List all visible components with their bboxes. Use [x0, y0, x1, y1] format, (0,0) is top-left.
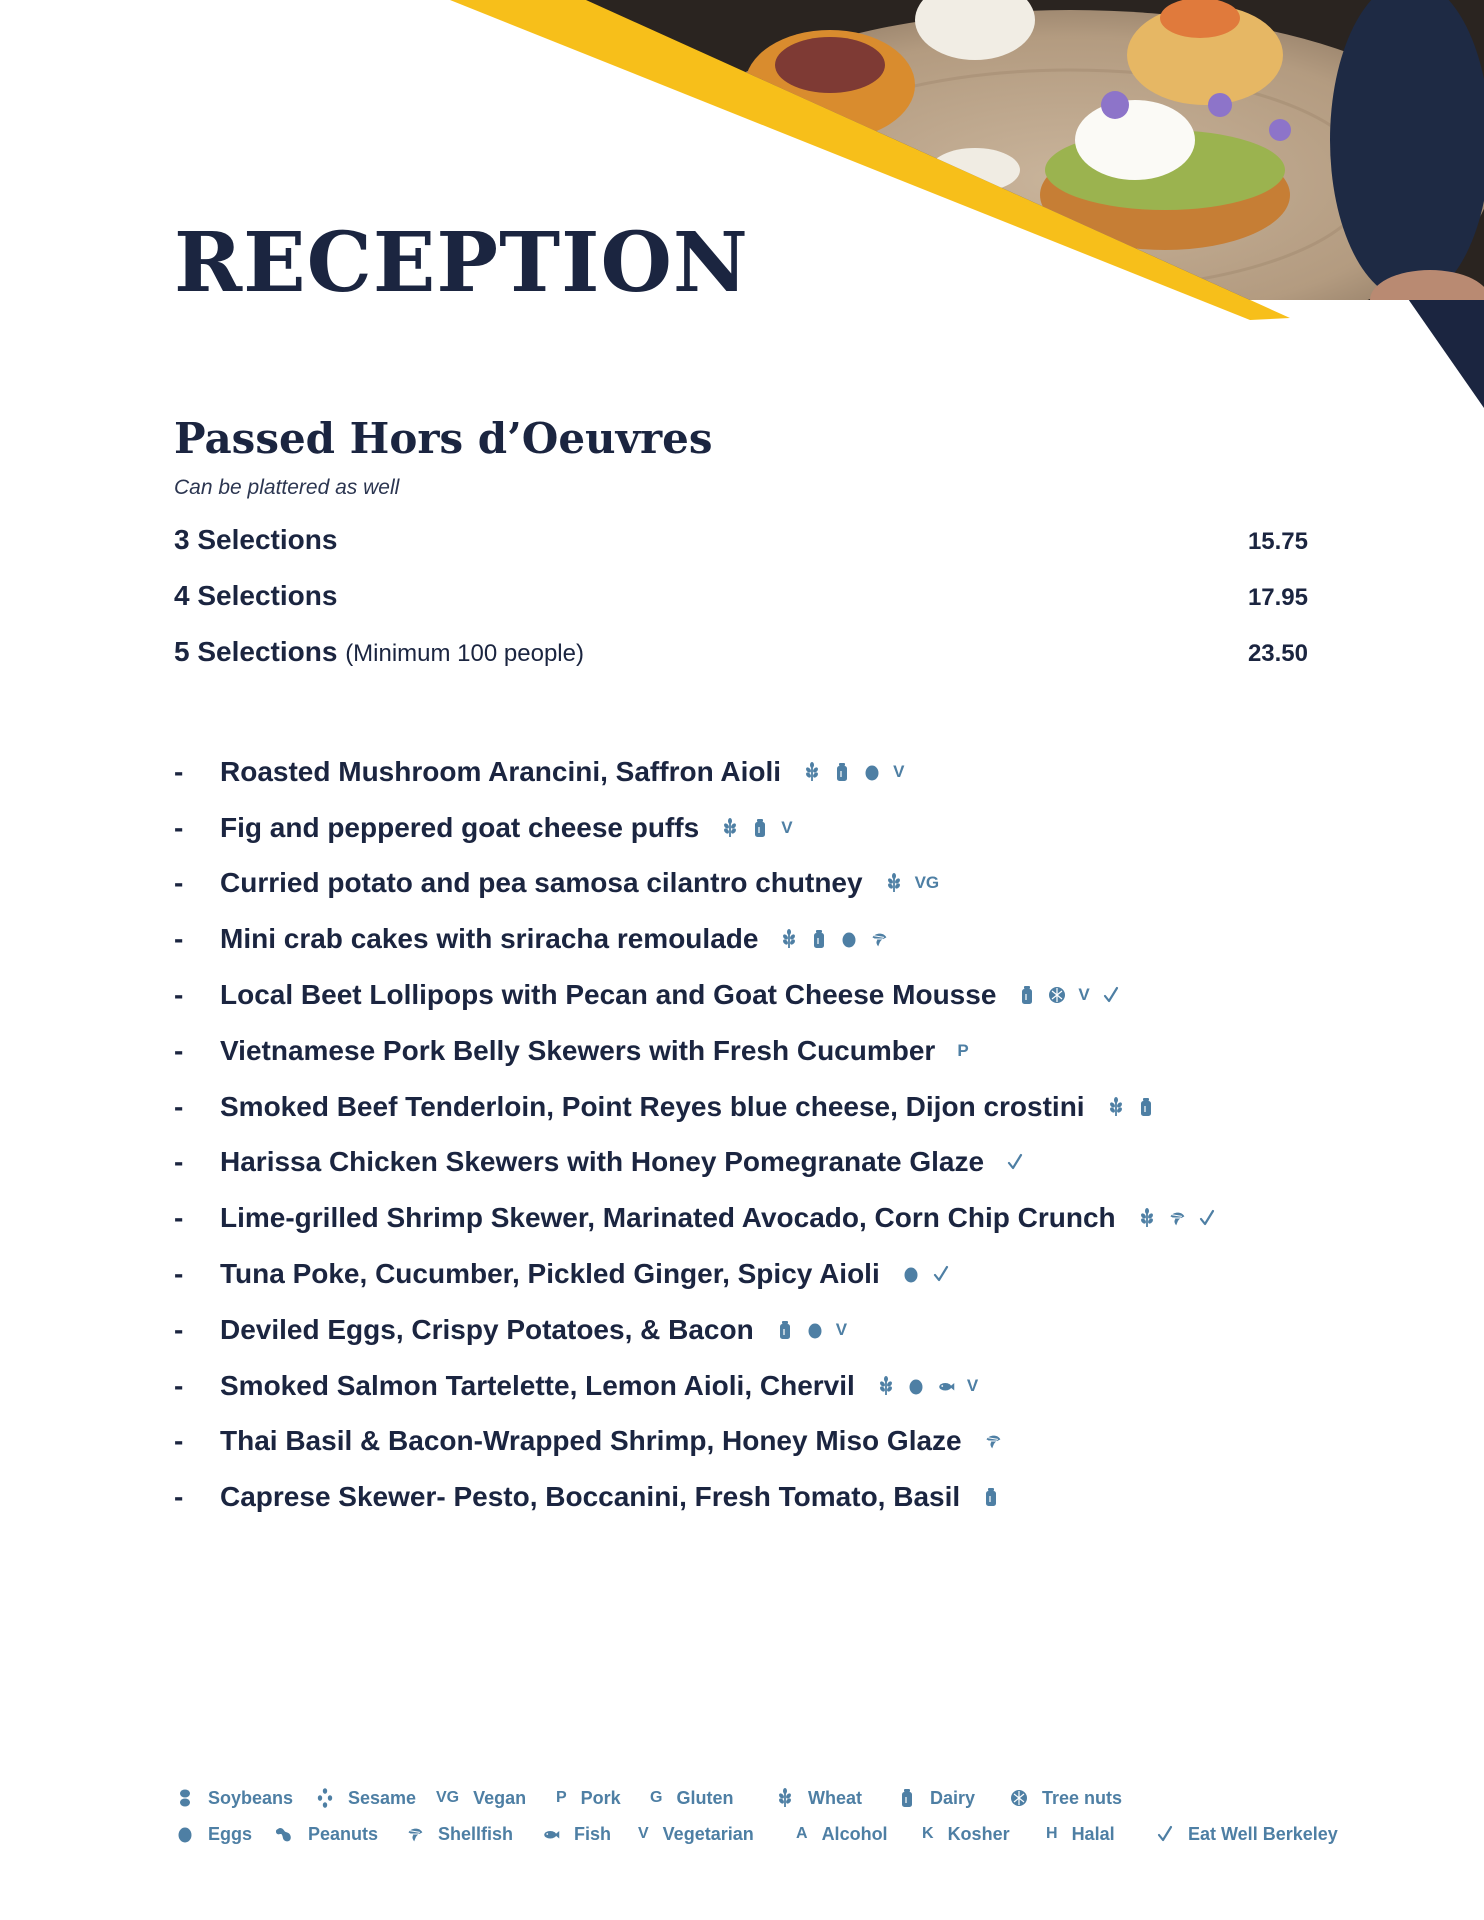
alcohol-icon: A [796, 1825, 808, 1842]
price-row [174, 524, 1308, 564]
dietary-tags [1006, 985, 1119, 1005]
menu-item [174, 1302, 1334, 1358]
wheat-icon [877, 1376, 895, 1396]
selection-price: 23.50 [1247, 640, 1308, 667]
egg-icon [863, 762, 881, 782]
allergen-legend [174, 1780, 1374, 1852]
bullet-dash: - [174, 1034, 184, 1066]
legend-item [1008, 1788, 1122, 1809]
check-icon [1198, 1208, 1216, 1228]
dietary-tags [791, 762, 904, 782]
bullet-dash: - [174, 867, 184, 899]
section-title: Passed Hors d’Oeuvres [174, 414, 713, 463]
menu-item-name: Mini crab cakes with sriracha remoulade [220, 923, 759, 955]
selection-label: 4 Selections [174, 580, 338, 611]
dairy-icon [751, 818, 769, 838]
menu-item [174, 800, 1334, 856]
wheat-icon [780, 929, 798, 949]
shellfish-icon [984, 1431, 1002, 1451]
menu-item-name: Smoked Beef Tenderloin, Point Reyes blue cheese, Dijon crostini [220, 1090, 1085, 1122]
vegetarian-icon: V [966, 1375, 979, 1395]
legend-item [896, 1788, 975, 1809]
menu-item [174, 911, 1334, 967]
legend-label: Peanuts [308, 1823, 379, 1844]
wheat-icon [721, 818, 739, 838]
legend-label: Fish [574, 1823, 612, 1844]
dietary-tags [764, 1320, 847, 1340]
gluten-icon: G [650, 1789, 663, 1806]
menu-item [174, 1469, 1334, 1525]
sesame-icon [314, 1788, 336, 1808]
legend-label: Vegetarian [662, 1823, 754, 1844]
legend-label: Sesame [348, 1787, 417, 1808]
wheat-icon [774, 1788, 796, 1808]
menu-item [174, 1190, 1334, 1246]
vegetarian-icon: V [638, 1825, 649, 1842]
dietary-tags [970, 1487, 1000, 1507]
legend-label: Soybeans [208, 1787, 294, 1808]
legend-label: Vegan [473, 1787, 527, 1808]
egg-icon [174, 1824, 196, 1844]
legend-item [774, 1788, 862, 1809]
legend-item [650, 1788, 733, 1809]
menu-item [174, 1079, 1334, 1135]
legend-label: Halal [1071, 1823, 1115, 1844]
wheat-icon [885, 873, 903, 893]
menu-item [174, 1023, 1334, 1079]
menu-item [174, 1246, 1334, 1302]
menu-item-list [174, 744, 1334, 1525]
selection-label: 3 Selections [174, 524, 338, 555]
dietary-tags [709, 818, 792, 838]
wheat-icon [1138, 1208, 1156, 1228]
menu-item [174, 1135, 1334, 1191]
selection-price: 15.75 [1247, 528, 1308, 555]
fish-icon [937, 1376, 955, 1396]
legend-item [274, 1824, 378, 1845]
dairy-icon [982, 1487, 1000, 1507]
dietary-tags [1126, 1208, 1216, 1228]
fish-icon [540, 1824, 562, 1844]
egg-icon [806, 1320, 824, 1340]
dietary-tags [994, 1152, 1024, 1172]
legend-item [556, 1788, 621, 1809]
check-icon [932, 1264, 950, 1284]
selection-label: 5 Selections [174, 636, 338, 667]
legend-item [540, 1824, 611, 1845]
menu-item [174, 967, 1334, 1023]
legend-label: Tree nuts [1042, 1787, 1123, 1808]
menu-item-name: Caprese Skewer- Pesto, Boccanini, Fresh Tomato, Basil [220, 1481, 961, 1513]
bullet-dash: - [174, 923, 184, 955]
dairy-icon [896, 1788, 918, 1808]
vegetarian-icon: V [893, 761, 905, 781]
legend-item [638, 1824, 754, 1845]
legend-label: Kosher [947, 1823, 1010, 1844]
menu-item-name: Tuna Poke, Cucumber, Pickled Ginger, Spicy Aioli [220, 1258, 880, 1290]
price-row [174, 636, 1308, 676]
legend-item [796, 1824, 888, 1845]
page-title: RECEPTION [174, 215, 749, 311]
menu-item-name: Harissa Chicken Skewers with Honey Pomegranate Glaze [220, 1146, 985, 1178]
dairy-icon [833, 762, 851, 782]
peanut-icon [274, 1824, 296, 1844]
vegan-icon: VG [436, 1789, 460, 1806]
legend-item [922, 1824, 1010, 1845]
wheat-icon [803, 762, 821, 782]
shellfish-icon [870, 929, 888, 949]
bullet-dash: - [174, 1202, 184, 1234]
egg-icon [907, 1376, 925, 1396]
menu-item [174, 744, 1334, 800]
dietary-tags [865, 1376, 978, 1396]
bullet-dash: - [174, 1146, 184, 1178]
price-row [174, 580, 1308, 620]
legend-label: Eggs [208, 1823, 253, 1844]
menu-item-name: Lime-grilled Shrimp Skewer, Marinated Avocado, Corn Chip Crunch [220, 1202, 1116, 1234]
legend-item [404, 1824, 513, 1845]
legend-item [314, 1788, 416, 1809]
legend-label: Alcohol [821, 1823, 888, 1844]
vegetarian-icon: V [1078, 985, 1090, 1005]
shellfish-icon [1168, 1208, 1186, 1228]
bullet-dash: - [174, 1258, 184, 1290]
menu-item [174, 1358, 1334, 1414]
check-icon [1006, 1152, 1024, 1172]
selection-note: (Minimum 100 people) [345, 640, 584, 667]
dairy-icon [776, 1320, 794, 1340]
vegan-icon: VG [914, 873, 940, 893]
legend-label: Wheat [808, 1787, 862, 1808]
bullet-dash: - [174, 1090, 184, 1122]
menu-item [174, 1414, 1334, 1470]
dairy-icon [1137, 1097, 1155, 1117]
bullet-dash: - [174, 755, 184, 787]
menu-item-name: Fig and peppered goat cheese puffs [220, 811, 700, 843]
halal-icon: H [1046, 1825, 1058, 1842]
dietary-tags [1095, 1097, 1155, 1117]
check-icon [1154, 1824, 1176, 1844]
legend-item [1154, 1824, 1338, 1845]
header-banner [0, 0, 1484, 420]
menu-item-name: Vietnamese Pork Belly Skewers with Fresh Cucumber [220, 1034, 936, 1066]
bullet-dash: - [174, 979, 184, 1011]
menu-item-name: Smoked Salmon Tartelette, Lemon Aioli, Chervil [220, 1369, 855, 1401]
bullet-dash: - [174, 1481, 184, 1513]
dietary-tags [972, 1431, 1002, 1451]
menu-item [174, 856, 1334, 912]
dairy-icon [810, 929, 828, 949]
menu-item-name: Local Beet Lollipops with Pecan and Goat Cheese Mousse [220, 979, 997, 1011]
dietary-tags [873, 873, 940, 893]
legend-label: Shellfish [438, 1823, 514, 1844]
wheat-icon [1107, 1097, 1125, 1117]
selection-price: 17.95 [1247, 584, 1308, 611]
dietary-tags [945, 1041, 968, 1061]
dairy-icon [1018, 985, 1036, 1005]
dietary-tags [768, 929, 888, 949]
bullet-dash: - [174, 1313, 184, 1345]
legend-row [174, 1780, 1374, 1816]
kosher-icon: K [922, 1825, 934, 1842]
menu-item-name: Deviled Eggs, Crispy Potatoes, & Bacon [220, 1313, 754, 1345]
legend-label: Eat Well Berkeley [1188, 1823, 1338, 1844]
menu-item-name: Roasted Mushroom Arancini, Saffron Aioli [220, 755, 782, 787]
legend-label: Pork [580, 1787, 621, 1808]
egg-icon [902, 1264, 920, 1284]
bullet-dash: - [174, 811, 184, 843]
menu-item-name: Thai Basil & Bacon-Wrapped Shrimp, Honey Miso Glaze [220, 1425, 962, 1457]
vegetarian-icon: V [835, 1319, 848, 1339]
vegetarian-icon: V [781, 817, 793, 837]
egg-icon [840, 929, 858, 949]
legend-label: Gluten [676, 1787, 734, 1808]
legend-label: Dairy [930, 1787, 976, 1808]
pork-icon: P [556, 1789, 567, 1806]
dietary-tags [890, 1264, 950, 1284]
tree-nut-icon [1048, 985, 1066, 1005]
legend-item [174, 1788, 293, 1809]
tree-nut-icon [1008, 1788, 1030, 1808]
menu-item-name: Curried potato and pea samosa cilantro chutney [220, 867, 863, 899]
check-icon [1102, 985, 1120, 1005]
soybean-icon [174, 1788, 196, 1808]
pork-icon: P [957, 1040, 969, 1060]
bullet-dash: - [174, 1425, 184, 1457]
bullet-dash: - [174, 1369, 184, 1401]
shellfish-icon [404, 1824, 426, 1844]
legend-row [174, 1816, 1374, 1852]
legend-item [174, 1824, 252, 1845]
section-subtitle: Can be plattered as well [174, 476, 400, 499]
legend-item [1046, 1824, 1115, 1845]
legend-item [436, 1788, 526, 1809]
